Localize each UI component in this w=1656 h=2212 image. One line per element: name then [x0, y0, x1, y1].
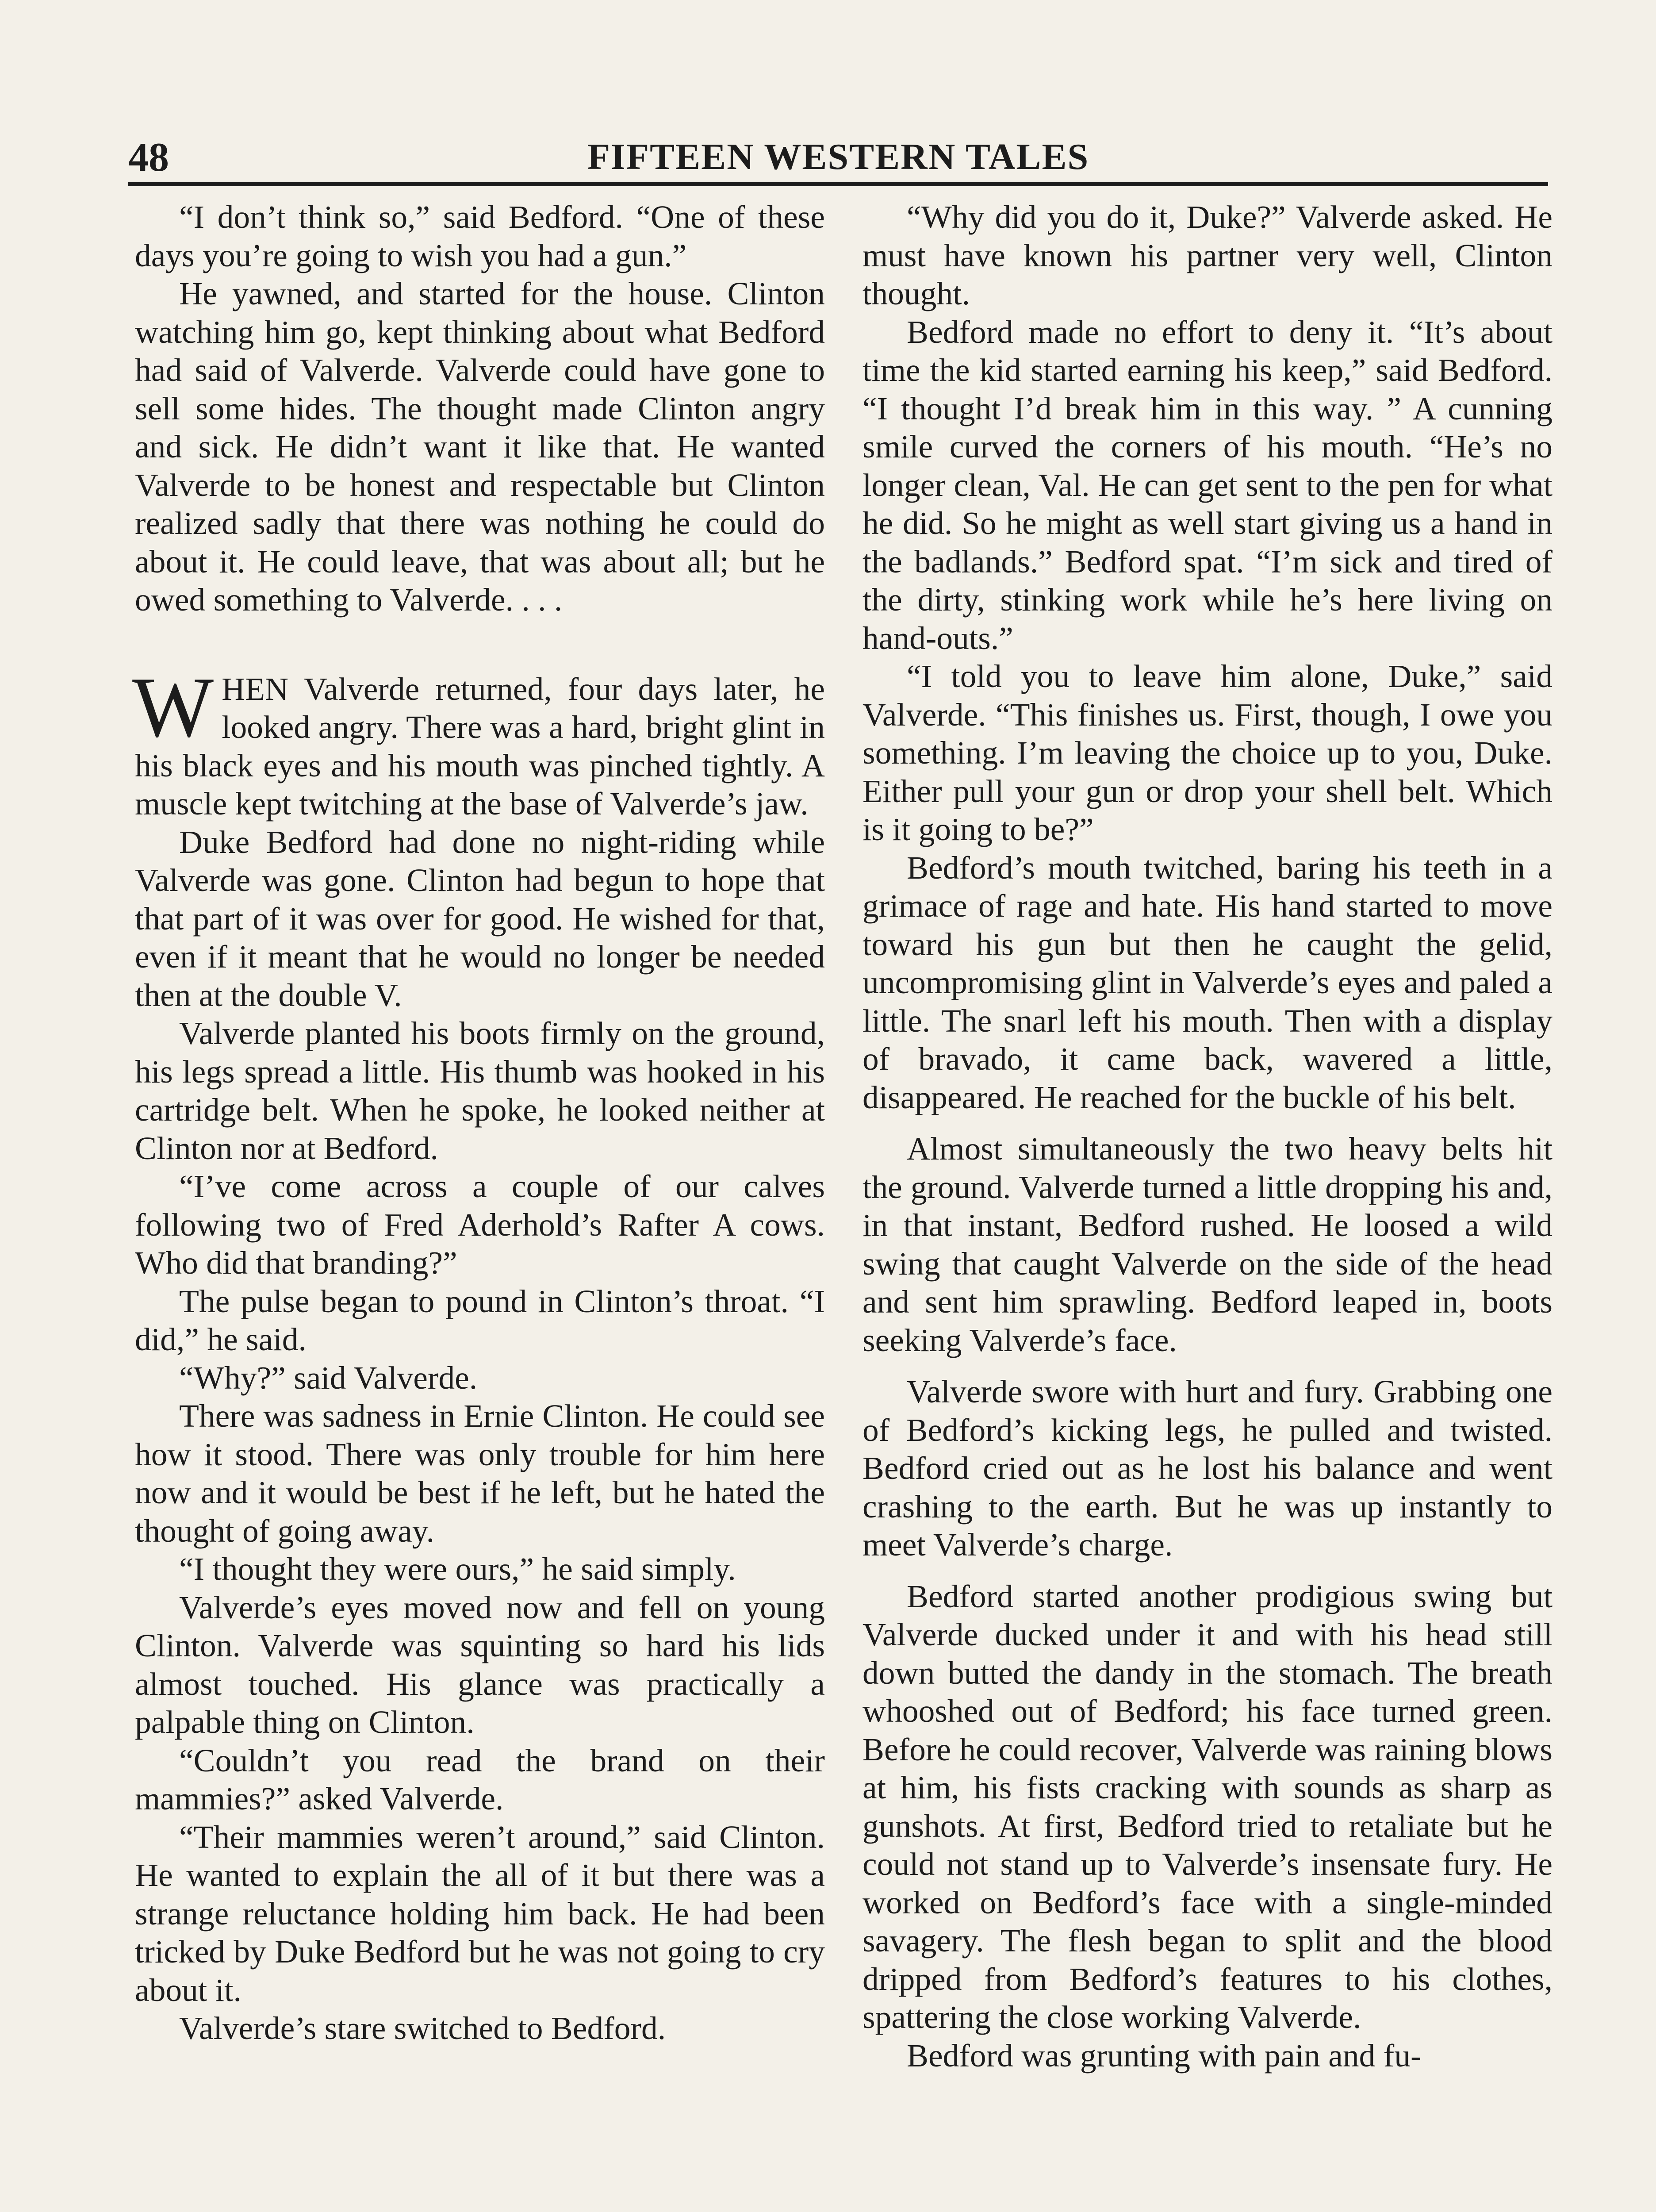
right-column	[862, 198, 1552, 2075]
paragraph: Valverde planted his boots firmly on the ground, his legs spread a little. His thumb was hooked in his cartridge belt. When he spoke, he looked neither at Clinton nor at Bedford.	[135, 1015, 825, 1166]
drop-cap: W	[132, 659, 214, 755]
page-header	[128, 133, 1548, 181]
paragraph: “I don’t think so,” said Bedford. “One of these days you’re going to wish you had a gun.”	[135, 199, 825, 273]
paragraph: “I’ve come across a couple of our calves following two of Fred Aderhold’s Rafter A cows. Who did that branding?”	[135, 1168, 825, 1281]
running-title: FIFTEEN WESTERN TALES	[587, 136, 1089, 177]
paragraph: Bedford made no effort to deny it. “It’s about time the kid started earning his keep,” said Bedford. “I thought I’d break him in this way. ” A cunning smile curved the corners of his mouth. “He’s no longer clean, Val. He can get sent to the pen for what he did. So he might as well start giving us a hand in the badlands.” Bedford spat. “I’m sick and tired of the dirty, stinking work while he’s here living on hand-outs.”	[862, 314, 1552, 656]
left-column	[132, 198, 825, 2048]
paragraph: Almost simultaneously the two heavy belts hit the ground. Valverde turned a little dropping his and, in that instant, Bedford rushed. He loosed a wild swing that caught Valverde on the side of the head and sent him sprawling. Bedford leaped in, boots seeking Valverde’s face.	[862, 1131, 1552, 1358]
section-opening-paragraph	[132, 659, 825, 823]
page-number: 48	[128, 134, 169, 180]
paragraph: “Why did you do it, Duke?” Valverde asked. He must have known his partner very well, Clinton thought.	[862, 199, 1552, 311]
paragraph: “Why?” said Valverde.	[179, 1359, 478, 1396]
section-opening-text: HEN Valverde returned, four days later, he looked angry. There was a hard, bright glint in his black eyes and his mouth was pinched tightly. A muscle kept twitching at the base of Valverde’s jaw.	[135, 671, 825, 822]
paragraph: Bedford started another prodigious swing but Valverde ducked under it and with his head still down butted the dandy in the stomach. The breath whooshed out of Bedford; his face turned green. Before he could recover, Valverde was raining blows at him, his fists cracking with sounds as sharp as gunshots. At first, Bedford tried to retaliate but he could not stand up to Valverde’s insensate fury. He worked on Bedford’s face with a single-minded savagery. The flesh began to split and the blood dripped from Bedford’s features to his clothes, spattering the close working Valverde.	[862, 1578, 1552, 2035]
header-rule	[128, 182, 1548, 186]
paragraph: The pulse began to pound in Clinton’s throat. “I did,” he said.	[135, 1283, 825, 1357]
paragraph: “I told you to leave him alone, Duke,” said Valverde. “This finishes us. First, though, I owe you something. I’m leaving the choice up to you, Duke. Either pull your gun or drop your shell belt. Which is it going to be?”	[862, 658, 1552, 847]
paragraph: Bedford’s mouth twitched, baring his teeth in a grimace of rage and hate. His hand started to move toward his gun but then he caught the gelid, uncompromising glint in Valverde’s eyes and paled a little. The snarl left his mouth. Then with a display of bravado, it came back, wavered a little, disappeared. He reached for the buckle of his belt.	[862, 849, 1552, 1115]
paragraph: He yawned, and started for the house. Clinton watching him go, kept thinking about what Bedford had said of Valverde. Valverde could have gone to sell some hides. The thought made Clinton angry and sick. He didn’t want it like that. He wanted Valverde to be honest and respectable but Clinton realized sadly that there was nothing he could do about it. He could leave, that was about all; but he owed something to Valverde. . . .	[135, 276, 825, 618]
paragraph: Bedford was grunting with pain and fu-	[907, 2037, 1422, 2074]
paragraph: “Couldn’t you read the brand on their mammies?” asked Valverde.	[135, 1742, 825, 1816]
paragraph: Valverde’s eyes moved now and fell on young Clinton. Valverde was squinting so hard his lids almost touched. His glance was practically a palpable thing on Clinton.	[135, 1589, 825, 1740]
paragraph: There was sadness in Ernie Clinton. He could see how it stood. There was only trouble for him here now and it would be best if he left, but he hated the thought of going away.	[135, 1398, 825, 1549]
paragraph: Duke Bedford had done no night-riding while Valverde was gone. Clinton had begun to hope that that part of it was over for good. He wished for that, even if it meant that he would no longer be needed then at the double V.	[135, 824, 825, 1013]
paragraph: “I thought they were ours,” he said simply.	[179, 1551, 736, 1587]
paragraph: Valverde’s stare switched to Bedford.	[179, 2010, 666, 2046]
paragraph: Valverde swore with hurt and fury. Grabbing one of Bedford’s kicking legs, he pulled and twisted. Bedford cried out as he lost his balance and went crashing to the earth. But he was up instantly to meet Valverde’s charge.	[862, 1374, 1552, 1563]
paragraph: “Their mammies weren’t around,” said Clinton. He wanted to explain the all of it but there was a strange reluctance holding him back. He had been tricked by Duke Bedford but he was not going to cry about it.	[135, 1819, 825, 2008]
